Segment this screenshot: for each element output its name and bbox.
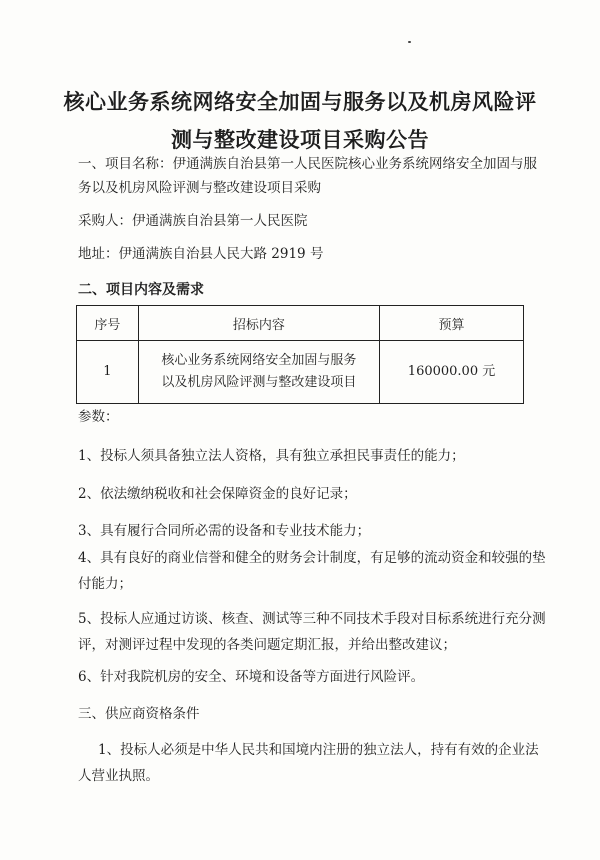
- param-4-line1: 4、具有良好的商业信誉和健全的财务会计制度，有足够的流动资金和较强的垫: [78, 550, 546, 566]
- param-1: 1、投标人须具备独立法人资格，具有独立承担民事责任的能力；: [78, 448, 465, 464]
- row-content-line1: 核心业务系统网络安全加固与服务: [161, 353, 357, 368]
- table-header-row: [77, 306, 524, 341]
- param-5-line1: 5、投标人应通过访谈、核查、测试等三种不同技术手段对目标系统进行充分测: [78, 611, 546, 627]
- param-3: 3、具有履行合同所必需的设备和专业技术能力；: [78, 523, 371, 539]
- document-title-line2: 测与整改建设项目采购公告: [171, 128, 429, 152]
- section3-heading: 三、供应商资格条件: [78, 706, 200, 722]
- project-name-line2: 务以及机房风险评测与整改建设项目采购: [78, 180, 321, 196]
- section3-line1: 1、投标人必须是中华人民共和国境内注册的独立法人，持有有效的企业法: [98, 742, 539, 758]
- purchaser: 采购人：伊通满族自治县第一人民医院: [78, 213, 308, 229]
- address: 地址：伊通满族自治县人民大路 2919 号: [78, 246, 324, 262]
- scan-speck: [408, 41, 411, 43]
- param-6: 6、针对我院机房的安全、环境和设备等方面进行风险评。: [78, 669, 425, 685]
- document-title-line1: 核心业务系统网络安全加固与服务以及机房风险评: [63, 90, 537, 114]
- section2-heading: 二、项目内容及需求: [78, 282, 204, 298]
- param-5-line2: 评，对测评过程中发现的各类问题定期汇报，并给出整改建议；: [78, 637, 456, 653]
- param-4-line2: 付能力；: [78, 576, 132, 592]
- table-row: [77, 341, 524, 404]
- row-content-line2: 以及机房风险评测与整改建设项目: [161, 375, 357, 390]
- param-2: 2、依法缴纳税收和社会保障资金的良好记录；: [78, 486, 357, 502]
- row-content: [138, 341, 379, 404]
- project-table: [76, 305, 524, 404]
- project-name-line1: 一、项目名称：伊通满族自治县第一人民医院核心业务系统网络安全加固与服: [78, 156, 537, 172]
- row-budget: 160000.00 元: [380, 341, 524, 404]
- header-no: 序号: [77, 306, 139, 341]
- header-content: 招标内容: [138, 306, 379, 341]
- row-no: 1: [77, 341, 139, 404]
- params-label: 参数：: [78, 409, 119, 425]
- section3-line2: 人营业执照。: [78, 768, 159, 784]
- header-budget: 预算: [380, 306, 524, 341]
